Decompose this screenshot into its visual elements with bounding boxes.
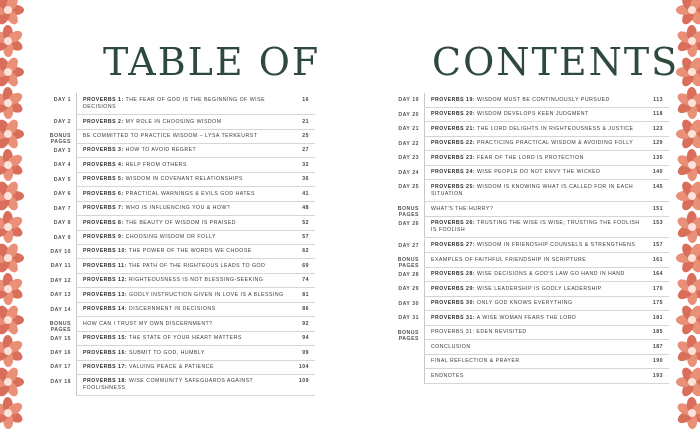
- flower-motif: [0, 25, 24, 57]
- toc-entry-title: [431, 257, 641, 264]
- toc-entry-text: WISDOM IN FRIENDSHIP COUNSELS & STRENGTHENS: [475, 242, 636, 248]
- toc-entry-text: WISE DECISIONS & GOD'S LAW GO HAND IN HAND: [475, 271, 625, 277]
- toc-entry-title: [431, 315, 641, 322]
- toc-entry: [378, 239, 669, 254]
- toc-entry: [378, 122, 669, 137]
- toc-proverbs-label: PROVERBS 21:: [431, 125, 476, 132]
- toc-day-label: DAY 26: [398, 220, 419, 227]
- toc-entry-title: [83, 364, 287, 371]
- toc-proverbs-label: PROVERBS 29:: [431, 285, 476, 292]
- toc-day-label: DAY 21: [398, 126, 419, 132]
- toc-entry-cell: [76, 158, 315, 173]
- toc-proverbs-label: PROVERBS 12:: [83, 277, 128, 284]
- toc-page-number: 27: [302, 147, 309, 154]
- toc-entry-title: [83, 335, 287, 342]
- toc-page-number: 86: [302, 306, 309, 313]
- toc-entry-title: [83, 147, 287, 154]
- flower-motif: [676, 335, 700, 367]
- toc-entry-cell: [76, 93, 315, 115]
- toc-entry-cell: [76, 129, 315, 144]
- title-contents: CONTENTS: [432, 40, 680, 84]
- toc-entry-title: [431, 358, 641, 365]
- toc-page-number: 164: [652, 271, 663, 277]
- toc-entry-title: [431, 184, 641, 198]
- toc-entry: [378, 217, 669, 239]
- toc-entry-text: WISDOM MUST BE CONTINUOUSLY PURSUED: [475, 96, 610, 103]
- flower-motif: [0, 397, 24, 429]
- toc-entry-title: [83, 321, 287, 328]
- toc-proverbs-label: PROVERBS 23:: [431, 154, 476, 161]
- toc-entry-cell: [424, 202, 669, 217]
- toc-day-label: [378, 369, 424, 373]
- toc-entry: [30, 360, 315, 374]
- toc-entry-text: THE LORD DELIGHTS IN RIGHTEOUSNESS & JUSTICE: [475, 125, 634, 132]
- toc-entry-text: THE BEAUTY OF WISDOM IS PRAISED: [123, 219, 237, 226]
- toc-day-label: DAY 12: [50, 277, 71, 284]
- toc-proverbs-label: PROVERBS 8:: [83, 219, 124, 226]
- toc-entry: [30, 274, 315, 288]
- toc-page-number: 145: [652, 183, 663, 190]
- toc-entry-cell: [76, 115, 315, 130]
- toc-page-number: 57: [302, 234, 309, 240]
- toc-proverbs-label: PROVERBS 16:: [83, 349, 128, 356]
- toc-entry: [30, 346, 315, 360]
- flower-motif: [676, 304, 700, 337]
- toc-entry: [30, 259, 315, 273]
- toc-entry-cell: [424, 137, 669, 152]
- toc-day-label: DAY 13: [50, 292, 71, 299]
- toc-page-number: 69: [302, 262, 309, 269]
- toc-entry-text: WISDOM IN COVENANT RELATIONSHIPS: [123, 176, 243, 183]
- toc-day-label: DAY 27: [398, 242, 419, 249]
- toc-entry: [378, 108, 669, 123]
- toc-page-number: 21: [302, 118, 309, 125]
- toc-day-label: DAY 29: [398, 286, 419, 292]
- toc-page-number: 151: [652, 205, 663, 212]
- toc-page-number: 181: [652, 314, 663, 321]
- toc-page-number: 25: [302, 132, 309, 139]
- toc-entry: [30, 144, 315, 158]
- toc-day-label: DAY 31: [398, 315, 419, 321]
- toc-entry-cell: [424, 180, 669, 202]
- flower-motif: [676, 87, 700, 119]
- toc-entry-cell: [76, 144, 315, 159]
- toc-day-label: DAY 15: [50, 335, 71, 342]
- toc-entry-text: FEAR OF THE LORD IS PROTECTION: [475, 154, 584, 161]
- toc-entry-title: [83, 350, 287, 357]
- toc-entry: [30, 375, 315, 397]
- toc-proverbs-label: PROVERBS 11:: [83, 262, 127, 269]
- toc-entry-text: PRACTICING PRACTICAL WISDOM & AVOIDING FOLLY: [475, 140, 634, 146]
- toc-entry-title: [83, 176, 287, 183]
- toc-entry-cell: [76, 187, 315, 202]
- flower-motif: [0, 149, 24, 181]
- toc-day-label: BONUS PAGES: [397, 206, 419, 218]
- toc-proverbs-label: PROVERBS 5:: [83, 176, 124, 183]
- flower-motif: [0, 180, 24, 213]
- toc-proverbs-label: PROVERBS 14:: [83, 306, 128, 313]
- toc-entry-cell: [76, 216, 315, 231]
- flower-motif: [0, 56, 24, 89]
- toc-entry-title: [431, 97, 641, 104]
- toc-day-label: BONUS PAGES: [49, 321, 71, 334]
- toc-entry-text: THE PATH OF THE RIGHTEOUS LEADS TO GOD: [126, 262, 266, 269]
- toc-entry-text: CHOOSING WISDOM OR FOLLY: [123, 234, 216, 240]
- toc-page-number: 104: [298, 363, 309, 370]
- toc-entry-cell: [76, 274, 315, 289]
- toc-entry-text: WHO IS INFLUENCING YOU & HOW?: [123, 205, 231, 212]
- toc-entry-title: [431, 242, 641, 249]
- toc-page-number: 157: [652, 242, 663, 248]
- toc-entry-text: BE COMMITTED TO PRACTICE WISDOM – LYSA TERKEURST: [83, 132, 258, 139]
- toc-entry: [378, 268, 669, 283]
- toc-entry: [378, 151, 669, 166]
- toc-entry-title: [431, 126, 641, 133]
- toc-day-label: DAY 23: [398, 155, 419, 161]
- toc-entry: [30, 129, 315, 146]
- toc-entry: [378, 166, 669, 181]
- toc-entry: [30, 93, 315, 115]
- toc-day-label: DAY 18: [50, 378, 71, 385]
- flower-motif: [676, 118, 700, 151]
- toc-day-label: DAY 28: [398, 271, 419, 278]
- toc-day-label: DAY 25: [398, 184, 419, 190]
- toc-entry: [378, 282, 669, 297]
- toc-entry-cell: [424, 166, 669, 181]
- toc-day-label: DAY 24: [398, 169, 419, 176]
- toc-proverbs-label: PROVERBS 30:: [431, 300, 476, 306]
- toc-entry-text: THE STATE OF YOUR HEART MATTERS: [127, 335, 242, 342]
- toc-entry-title: [431, 140, 641, 147]
- toc-entry-title: [83, 292, 287, 299]
- toc-proverbs-label: PROVERBS 26:: [431, 220, 476, 226]
- toc-entry-text: ONLY GOD KNOWS EVERYTHING: [475, 300, 573, 306]
- toc-entry: [378, 355, 669, 370]
- toc-entry-title: [83, 162, 287, 169]
- toc-day-label: DAY 5: [53, 176, 71, 183]
- toc-entry-text: WHAT'S THE HURRY?: [431, 205, 494, 212]
- toc-entry-cell: [424, 122, 669, 137]
- flower-motif: [676, 25, 700, 57]
- toc-day-label: DAY 3: [53, 147, 71, 154]
- toc-day-label: DAY 20: [398, 111, 419, 118]
- toc-entry-text: PRACTICAL WARNINGS & EVILS GOD HATES: [123, 190, 255, 197]
- toc-entry-title: [431, 111, 641, 118]
- toc-entry: [378, 202, 669, 217]
- flower-motif: [0, 118, 24, 151]
- flower-motif: [0, 0, 24, 26]
- toc-entry-cell: [424, 297, 669, 312]
- toc-right-column: [378, 93, 669, 384]
- toc-entry-title: [431, 373, 641, 380]
- toc-page-number: 187: [652, 343, 663, 350]
- toc-page-number: 153: [652, 220, 663, 226]
- flower-motif: [676, 366, 700, 399]
- toc-entry-cell: [424, 239, 669, 254]
- toc-entry-text: HOW CAN I TRUST MY OWN DISCERNMENT?: [83, 320, 213, 327]
- toc-day-label: BONUS PAGES: [397, 329, 419, 342]
- toc-entry-cell: [424, 369, 669, 384]
- toc-page-number: 113: [653, 96, 663, 103]
- toc-proverbs-label: PROVERBS 2:: [83, 118, 124, 125]
- toc-proverbs-label: PROVERBS 6:: [83, 190, 124, 197]
- toc-entry: [30, 187, 315, 201]
- toc-entry: [30, 332, 315, 346]
- toc-entry-title: [431, 206, 641, 213]
- toc-entry-title: [431, 344, 641, 351]
- title-table-of: TABLE OF: [103, 40, 321, 84]
- toc-entry-cell: [76, 245, 315, 260]
- toc-entry-title: [83, 234, 287, 241]
- toc-day-label: DAY 19: [398, 97, 419, 103]
- toc-entry-cell: [76, 231, 315, 246]
- flower-motif: [0, 304, 24, 337]
- toc-day-label: DAY 4: [53, 162, 71, 169]
- toc-day-label: DAY 11: [50, 263, 71, 270]
- toc-entry-title: [83, 191, 287, 198]
- flower-motif: [0, 273, 24, 305]
- toc-proverbs-label: PROVERBS 24:: [431, 169, 476, 175]
- toc-entry-title: [83, 263, 287, 270]
- toc-entry-text: HOW TO AVOID REGRET: [123, 147, 197, 154]
- toc-page-number: 94: [302, 335, 309, 342]
- toc-entry-cell: [424, 355, 669, 370]
- toc-page-number: 118: [653, 111, 663, 117]
- toc-proverbs-label: PROVERBS 4:: [83, 161, 124, 168]
- toc-day-label: DAY 14: [50, 306, 71, 313]
- toc-entry: [378, 137, 669, 152]
- toc-page-number: 123: [652, 125, 663, 132]
- flower-motif: [676, 56, 700, 89]
- toc-proverbs-label: PROVERBS 22:: [431, 140, 476, 146]
- toc-left-column: [30, 93, 315, 397]
- toc-entry-text: WISDOM DEVELOPS KEEN JUDGMENT: [475, 111, 589, 117]
- toc-entry-text: FINAL REFLECTION & PRAYER: [431, 358, 520, 364]
- toc-entry-cell: [424, 217, 669, 239]
- toc-entry-cell: [424, 93, 669, 108]
- toc-entry: [378, 297, 669, 312]
- toc-entry-cell: [76, 346, 315, 361]
- toc-entry-cell: [424, 151, 669, 166]
- toc-entry-text: EXAMPLES OF FAITHFUL FRIENDSHIP IN SCRIPTURE: [431, 256, 587, 263]
- toc-entry-cell: [424, 326, 669, 341]
- toc-proverbs-label: PROVERBS 17:: [83, 363, 128, 370]
- toc-entry: [378, 253, 669, 268]
- toc-entry-cell: [76, 317, 315, 332]
- flower-motif: [0, 242, 24, 275]
- toc-entry-text: WISE LEADERSHIP IS GODLY LEADERSHIP: [475, 285, 602, 292]
- toc-entry-title: [431, 271, 641, 278]
- toc-entry-title: [83, 119, 287, 126]
- toc-entry-text: ENDNOTES: [431, 372, 464, 379]
- toc-entry-title: [431, 329, 641, 336]
- toc-entry-title: [83, 248, 287, 255]
- toc-entry-title: [83, 97, 287, 111]
- toc-entry: [30, 158, 315, 172]
- toc-page-number: 16: [302, 96, 309, 103]
- flower-motif: [676, 242, 700, 275]
- toc-entry-text: GODLY INSTRUCTION GIVEN IN LOVE IS A BLESSING: [127, 291, 284, 298]
- toc-entry-cell: [76, 173, 315, 188]
- toc-page-number: 32: [302, 161, 309, 168]
- flower-motif: [676, 0, 700, 26]
- toc-entry-text: WISE COMMUNITY SAFEGUARDS AGAINST FOOLISHNESS: [83, 378, 254, 392]
- flower-motif: [0, 211, 24, 243]
- toc-entry-cell: [76, 303, 315, 318]
- toc-entry-title: [83, 378, 287, 392]
- toc-proverbs-label: PROVERBS 7:: [83, 205, 124, 212]
- toc-page-number: 190: [652, 358, 663, 364]
- toc-day-label: [378, 340, 424, 344]
- toc-proverbs-label: PROVERBS 31:: [431, 314, 476, 321]
- toc-day-label: BONUS PAGES: [397, 257, 419, 269]
- toc-entry-cell: [424, 108, 669, 123]
- toc-entry-cell: [424, 268, 669, 283]
- toc-entry-title: [83, 277, 287, 284]
- toc-page-number: 170: [652, 285, 663, 292]
- toc-page-number: 74: [302, 277, 309, 284]
- toc-entry-text: PROVERBS 31: EDEN REVISITED: [431, 329, 527, 335]
- flower-motif: [676, 211, 700, 243]
- toc-entry: [378, 93, 669, 108]
- flower-motif: [676, 397, 700, 429]
- toc-day-label: DAY 7: [53, 205, 71, 212]
- toc-proverbs-label: PROVERBS 10:: [83, 248, 128, 255]
- toc-entry: [30, 245, 315, 259]
- toc-page-number: 193: [652, 372, 663, 379]
- toc-entry: [378, 340, 669, 355]
- toc-proverbs-label: PROVERBS 18:: [83, 378, 128, 385]
- toc-entry-title: [431, 155, 641, 162]
- toc-entry-cell: [424, 282, 669, 297]
- toc-entry-text: MY ROLE IN CHOOSING WISDOM: [123, 118, 222, 125]
- toc-entry-cell: [76, 259, 315, 274]
- toc-proverbs-label: PROVERBS 15:: [83, 335, 128, 342]
- toc-entry-text: VALUING PEACE & PATIENCE: [127, 363, 214, 370]
- toc-day-label: BONUS PAGES: [49, 133, 71, 146]
- flower-motif: [676, 180, 700, 213]
- toc-page-number: 81: [302, 291, 309, 298]
- toc-entry-cell: [76, 288, 315, 303]
- toc-entry-cell: [424, 253, 669, 268]
- toc-entry-title: [431, 220, 641, 234]
- toc-entry-cell: [424, 311, 669, 326]
- toc-entry-title: [431, 286, 641, 293]
- toc-entry: [30, 115, 315, 129]
- toc-entry: [30, 231, 315, 245]
- toc-entry: [30, 303, 315, 317]
- toc-entry: [378, 369, 669, 384]
- toc-entry-title: [83, 220, 287, 227]
- toc-entry: [378, 326, 669, 341]
- toc-day-label: DAY 8: [53, 220, 71, 227]
- toc-day-label: DAY 17: [50, 364, 71, 371]
- toc-entry-title: [83, 205, 287, 212]
- toc-page-number: 109: [298, 378, 309, 385]
- toc-page-number: 161: [652, 256, 663, 263]
- flower-motif: [0, 366, 24, 399]
- toc-page-number: 48: [302, 205, 309, 212]
- toc-day-label: DAY 1: [53, 97, 71, 103]
- toc-day-label: DAY 9: [53, 234, 71, 241]
- toc-day-label: [378, 355, 424, 359]
- toc-page-number: 175: [652, 300, 663, 306]
- flower-motif: [676, 149, 700, 181]
- toc-entry-text: TRUSTING THE WISE IS WISE; TRUSTING THE FOOLISH IS FOOLISH: [431, 220, 640, 233]
- toc-proverbs-label: PROVERBS 19:: [431, 96, 476, 103]
- toc-entry-text: THE FEAR OF GOD IS THE BEGINNING OF WISE DECISIONS: [83, 96, 266, 110]
- toc-entry-cell: [424, 340, 669, 355]
- toc-entry-title: [83, 133, 287, 140]
- toc-entry-text: WISDOM IS KNOWING WHAT IS CALLED FOR IN EACH SITUATION: [431, 183, 634, 197]
- toc-page-number: 41: [302, 190, 309, 197]
- floral-border-left: [0, 0, 28, 433]
- toc-page-number: 92: [302, 320, 309, 327]
- toc-entry: [30, 288, 315, 302]
- toc-page-number: 140: [652, 169, 663, 175]
- flower-motif: [0, 335, 24, 367]
- toc-page-number: 129: [652, 140, 663, 146]
- toc-proverbs-label: PROVERBS 28:: [431, 271, 476, 277]
- toc-entry-text: DISCERNMENT IN DECISIONS: [127, 306, 216, 313]
- toc-entry-text: A WISE WOMAN FEARS THE LORD: [475, 314, 577, 321]
- toc-entry-title: [431, 300, 641, 307]
- toc-page-number: 36: [302, 176, 309, 183]
- toc-proverbs-label: PROVERBS 1:: [83, 96, 124, 103]
- flower-motif: [676, 273, 700, 305]
- toc-entry-text: SUBMIT TO GOD, HUMBLY: [127, 349, 205, 356]
- toc-day-label: DAY 16: [50, 350, 71, 356]
- toc-proverbs-label: PROVERBS 3:: [83, 147, 124, 154]
- toc-entry-text: CONCLUSION: [431, 343, 471, 350]
- toc-proverbs-label: PROVERBS 27:: [431, 242, 476, 248]
- toc-entry-text: RIGHTEOUSNESS IS NOT BLESSING-SEEKING: [127, 277, 264, 284]
- toc-entry-text: HELP FROM OTHERS: [123, 161, 187, 168]
- toc-entry: [30, 216, 315, 230]
- toc-entry-title: [431, 169, 641, 176]
- toc-entry: [30, 173, 315, 187]
- toc-page-number: 62: [302, 248, 309, 255]
- toc-entry: [30, 317, 315, 334]
- toc-entry: [378, 180, 669, 202]
- toc-day-label: DAY 10: [50, 248, 71, 255]
- toc-proverbs-label: PROVERBS 9:: [83, 234, 124, 240]
- toc-entry-cell: [76, 360, 315, 375]
- toc-proverbs-label: PROVERBS 13:: [83, 291, 128, 298]
- toc-day-label: DAY 22: [398, 140, 419, 147]
- toc-day-label: DAY 2: [53, 119, 71, 125]
- toc-page-number: 185: [652, 329, 663, 335]
- toc-proverbs-label: PROVERBS 20:: [431, 111, 476, 117]
- flower-motif: [0, 87, 24, 119]
- toc-entry-text: WISE PEOPLE DO NOT ENVY THE WICKED: [475, 169, 601, 175]
- toc-entry-title: [83, 306, 287, 313]
- toc-entry-text: THE POWER OF THE WORDS WE CHOOSE: [127, 248, 252, 255]
- toc-day-label: DAY 6: [53, 191, 71, 198]
- toc-day-label: DAY 30: [398, 300, 419, 307]
- toc-proverbs-label: PROVERBS 25:: [431, 183, 476, 190]
- toc-entry-cell: [76, 202, 315, 217]
- toc-page-number: 52: [302, 219, 309, 226]
- toc-page-number: 99: [302, 349, 309, 356]
- toc-entry-cell: [76, 375, 315, 397]
- toc-page-number: 135: [652, 154, 663, 161]
- toc-entry-cell: [76, 332, 315, 347]
- toc-entry: [378, 311, 669, 326]
- toc-entry: [30, 202, 315, 216]
